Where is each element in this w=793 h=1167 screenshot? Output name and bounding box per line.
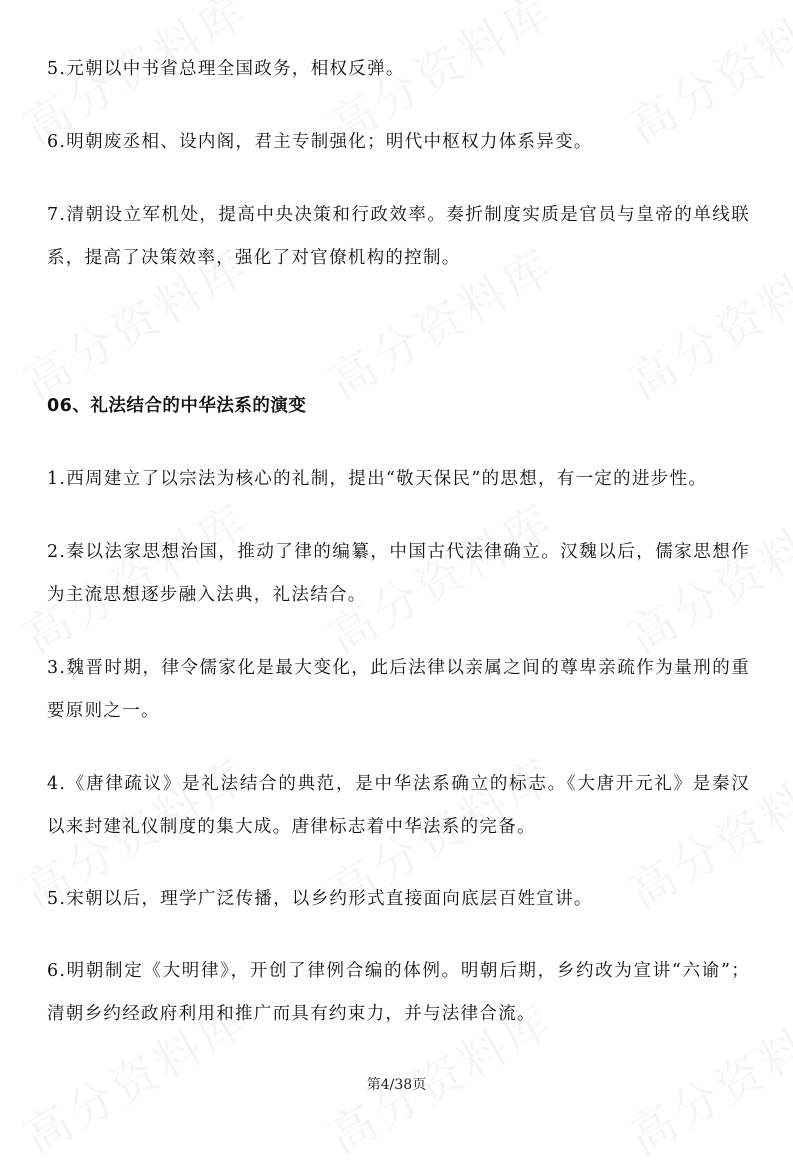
page-number: 第4/38页 [366,1077,427,1093]
list-item: 5.元朝以中书省总理全国政务，相权反弹。 [47,59,405,79]
list-item: 4.《唐律疏议》是礼法结合的典范，是中华法系确立的标志。《大唐开元礼》是秦汉以来封建礼仪制度的集大成。唐律标志着中华法系的完备。 [47,774,750,837]
list-item: 5.宋朝以后，理学广泛传播，以乡约形式直接面向底层百姓宣讲。 [47,889,593,909]
list-item: 1.西周建立了以宗法为核心的礼制，提出“敬天保民”的思想，有一定的进步性。 [47,469,708,489]
section-heading: 06、礼法结合的中华法系的演变 [47,396,307,416]
list-item: 7.清朝设立军机处，提高中央决策和行政效率。奏折制度实质是官员与皇帝的单线联系，提高了决策效率，强化了对官僚机构的控制。 [47,205,750,268]
list-item: 6.明朝制定《大明律》，开创了律例合编的体例。明朝后期，乡约改为宣讲“六谕”；清朝乡约经政府利用和推广而具有约束力，并与法律合流。 [47,961,750,1024]
list-item: 6.明朝废丞相、设内阁，君主专制强化；明代中枢权力体系异变。 [47,132,593,152]
list-item: 3.魏晋时期，律令儒家化是最大变化，此后法律以亲属之间的尊卑亲疏作为量刑的重要原则之一。 [47,658,750,721]
list-item: 2.秦以法家思想治国，推动了律的编纂，中国古代法律确立。汉魏以后，儒家思想作为主流思想逐步融入法典，礼法结合。 [47,542,750,605]
